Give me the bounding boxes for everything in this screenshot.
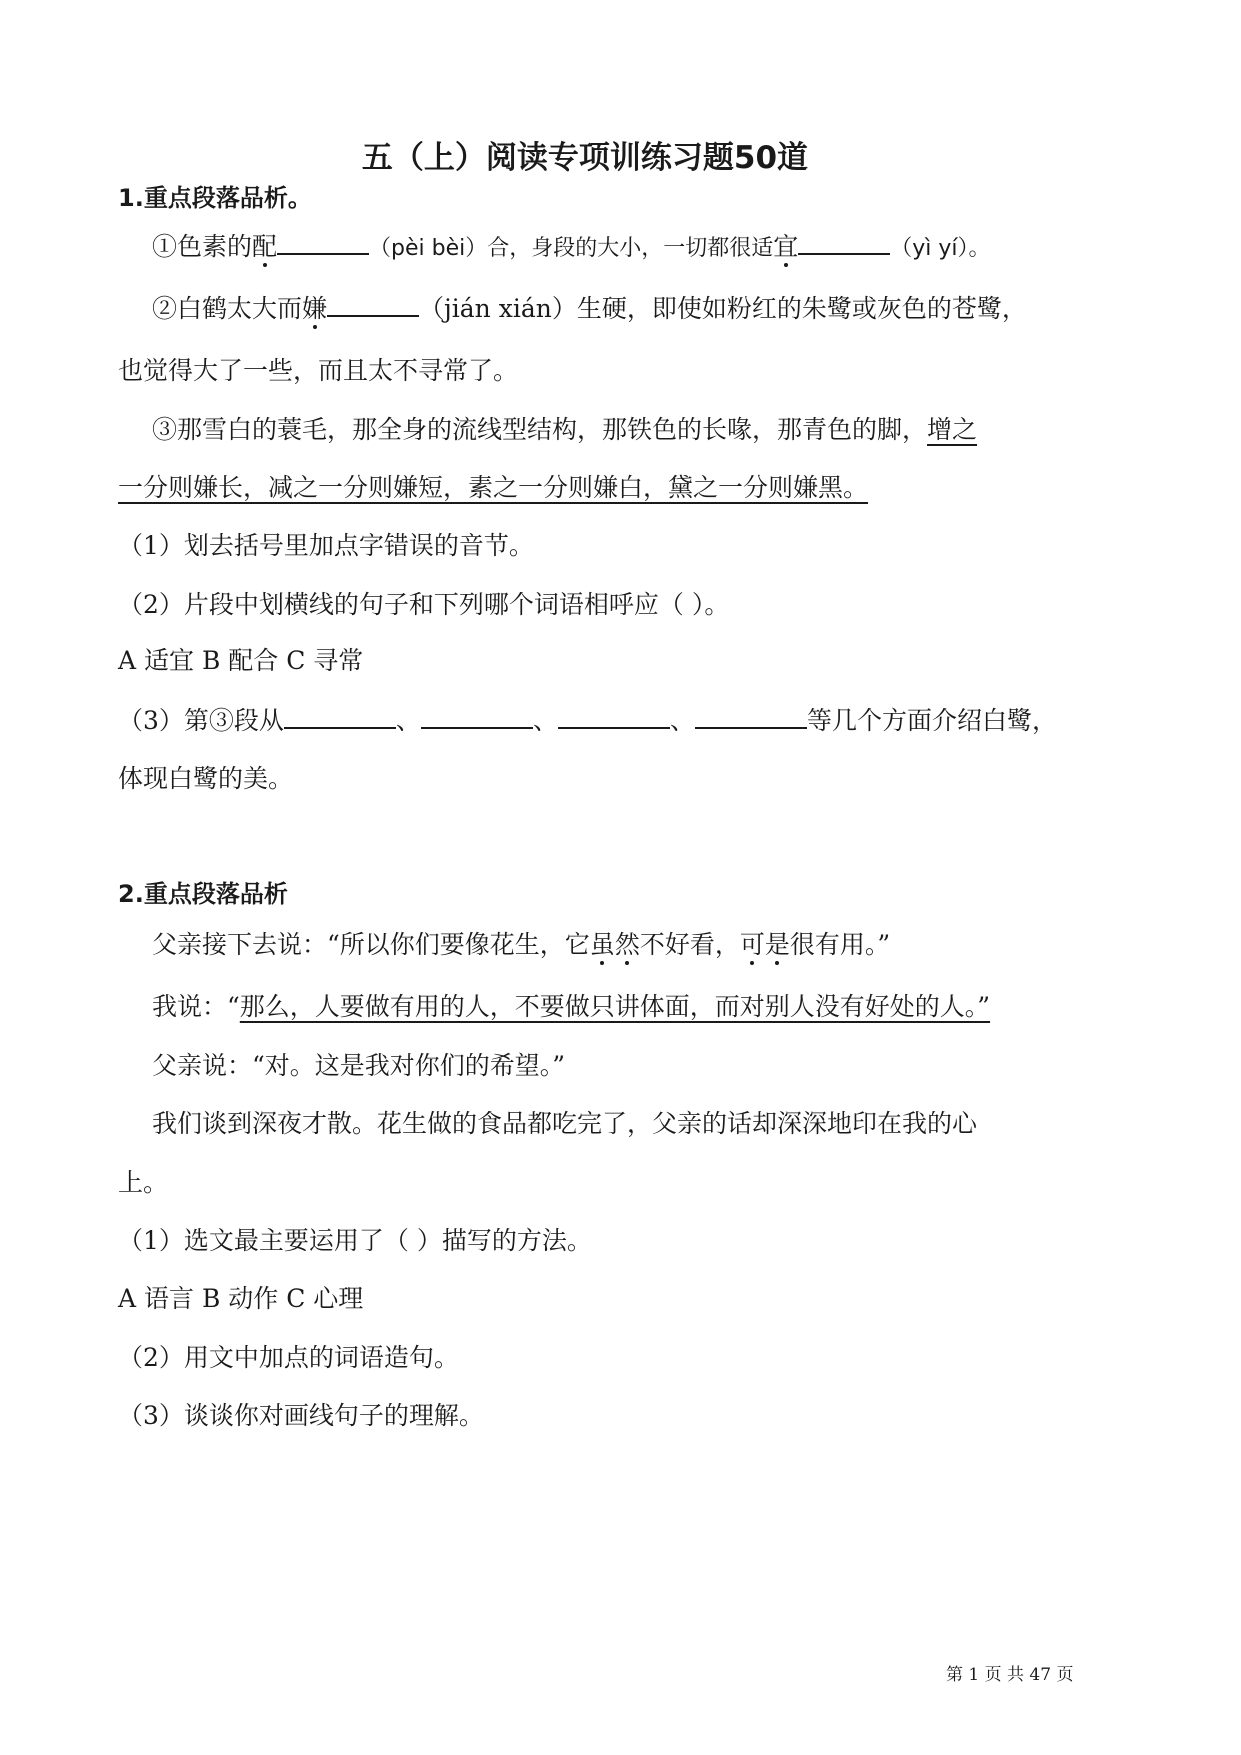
underlined-sentence: 增之	[927, 415, 978, 444]
q1-sub-question-3: （3）第③段从 、 、 、 等几个方面介绍白鹭，	[118, 706, 1057, 735]
q2-sub-question-2: （2）用文中加点的词语造句。	[118, 1343, 459, 1372]
q1-sub-question-2: （2）片段中划横线的句子和下列哪个词语相呼应（ ）。	[118, 590, 730, 619]
q2-options: A 语言 B 动作 C 心理	[118, 1284, 364, 1313]
dotted-char: 然	[614, 930, 640, 959]
answer-blank[interactable]	[695, 705, 807, 729]
answer-blank[interactable]	[327, 293, 419, 317]
q2-paragraph-1: 父亲接下去说：“所以你们要像花生，它虽然不好看，可是很有用。”	[152, 930, 891, 959]
question-1-heading: 1.重点段落品析。	[118, 184, 312, 212]
question-2-heading: 2.重点段落品析	[118, 880, 288, 908]
page-title: 五（上）阅读专项训练习题50道	[361, 140, 809, 176]
q2-paragraph-3: 父亲说：“对。这是我对你们的希望。”	[152, 1051, 566, 1080]
answer-blank[interactable]	[558, 705, 670, 729]
q2-paragraph-4-cont: 上。	[118, 1168, 169, 1197]
dotted-char: 可	[739, 930, 765, 959]
answer-blank[interactable]	[277, 231, 369, 255]
answer-blank[interactable]	[421, 705, 533, 729]
q2-paragraph-4: 我们谈到深夜才散。花生做的食品都吃完了，父亲的话却深深地印在我的心	[152, 1109, 978, 1138]
q2-sub-question-3: （3）谈谈你对画线句子的理解。	[118, 1401, 484, 1430]
dotted-char: 配	[252, 232, 278, 261]
q2-sub-question-1: （1）选文最主要运用了（ ）描写的方法。	[118, 1226, 592, 1255]
dotted-char: 宜	[773, 232, 799, 261]
q1-paragraph-2: ②白鹤太大而嫌 （jián xián）生硬，即使如粉红的朱鹭或灰色的苍鹭，	[152, 294, 1027, 323]
q1-paragraph-3: ③那雪白的蓑毛，那全身的流线型结构，那铁色的长喙，那青色的脚，增之	[152, 415, 978, 444]
page-number: 第 1 页 共 47 页	[946, 1665, 1074, 1685]
q1-paragraph-1: ①色素的配 （pèi bèi）合，身段的大小，一切都很适宜 （yì yí）。	[152, 232, 991, 261]
q1-options: A 适宜 B 配合 C 寻常	[118, 646, 364, 675]
q1-paragraph-2-cont: 也觉得大了一些，而且太不寻常了。	[118, 356, 519, 385]
answer-blank[interactable]	[798, 231, 890, 255]
underlined-sentence: 那么，人要做有用的人，不要做只讲体面，而对别人没有好处的人。”	[239, 992, 991, 1021]
q2-paragraph-2: 我说：“那么，人要做有用的人，不要做只讲体面，而对别人没有好处的人。”	[152, 992, 991, 1021]
dotted-char: 虽	[589, 930, 615, 959]
underlined-sentence-cont: 一分则嫌长，减之一分则嫌短，素之一分则嫌白，黛之一分则嫌黑。	[118, 473, 869, 502]
answer-blank[interactable]	[284, 705, 396, 729]
dotted-char: 是	[764, 930, 790, 959]
dotted-char: 嫌	[302, 294, 328, 323]
q1-sub-question-1: （1）划去括号里加点字错误的音节。	[118, 531, 534, 560]
q1-sub-question-3-cont: 体现白鹭的美。	[118, 764, 294, 793]
